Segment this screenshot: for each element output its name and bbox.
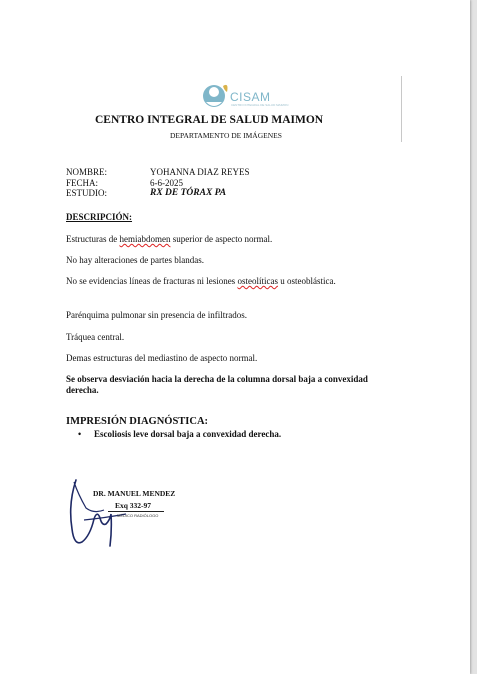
name-label: NOMBRE: — [66, 167, 108, 177]
description-paragraph: No se evidencias líneas de fracturas ni lesiones osteolíticas u osteoblástica. — [66, 276, 336, 286]
study-label: ESTUDIO: — [66, 188, 107, 198]
spellcheck-word: osteolíticas — [237, 276, 278, 286]
signature-divider — [108, 511, 164, 512]
description-paragraph: Parénquima pulmonar sin presencia de infiltrados. — [66, 310, 247, 320]
impression-item-text: Escoliosis leve dorsal baja a convexidad derecha. — [94, 429, 282, 439]
name-value: YOHANNA DIAZ REYES — [150, 167, 250, 177]
bullet-icon: • — [78, 429, 82, 439]
description-paragraph: No hay alteraciones de partes blandas. — [66, 255, 204, 265]
description-paragraph-bold: Se observa desviación hacia la derecha de la columna dorsal baja a convexidad derecha. — [66, 374, 368, 395]
impression-heading: IMPRESIÓN DIAGNÓSTICA: — [66, 416, 209, 427]
description-paragraph: Demas estructuras del mediastino de aspecto normal. — [66, 353, 258, 363]
description-heading: DESCRIPCIÓN: — [66, 212, 133, 222]
organization-title: CENTRO INTEGRAL DE SALUD MAIMON — [95, 114, 324, 126]
date-label: FECHA: — [66, 178, 99, 188]
study-value: RX DE TÓRAX PA — [150, 188, 227, 198]
margin-guide-line — [401, 76, 402, 142]
signature-exequatur: Exq 332-97 — [115, 501, 152, 510]
logo-text: CISAM — [230, 90, 271, 104]
signature-name: DR. MANUEL MENDEZ — [93, 489, 176, 498]
signature-role: MÉDICO RADIÓLOGO — [117, 513, 159, 518]
description-paragraph: Tráquea central. — [66, 332, 125, 342]
department-subtitle: DEPARTAMENTO DE IMÁGENES — [170, 131, 282, 140]
logo-tagline: CENTRO INTEGRAL DE SALUD MAIMON — [231, 103, 289, 107]
date-value: 6-6-2025 — [150, 178, 183, 188]
spellcheck-word: hemiabdomen — [119, 234, 171, 244]
description-paragraph: Estructuras de hemiabdomen superior de aspecto normal. — [66, 234, 273, 244]
